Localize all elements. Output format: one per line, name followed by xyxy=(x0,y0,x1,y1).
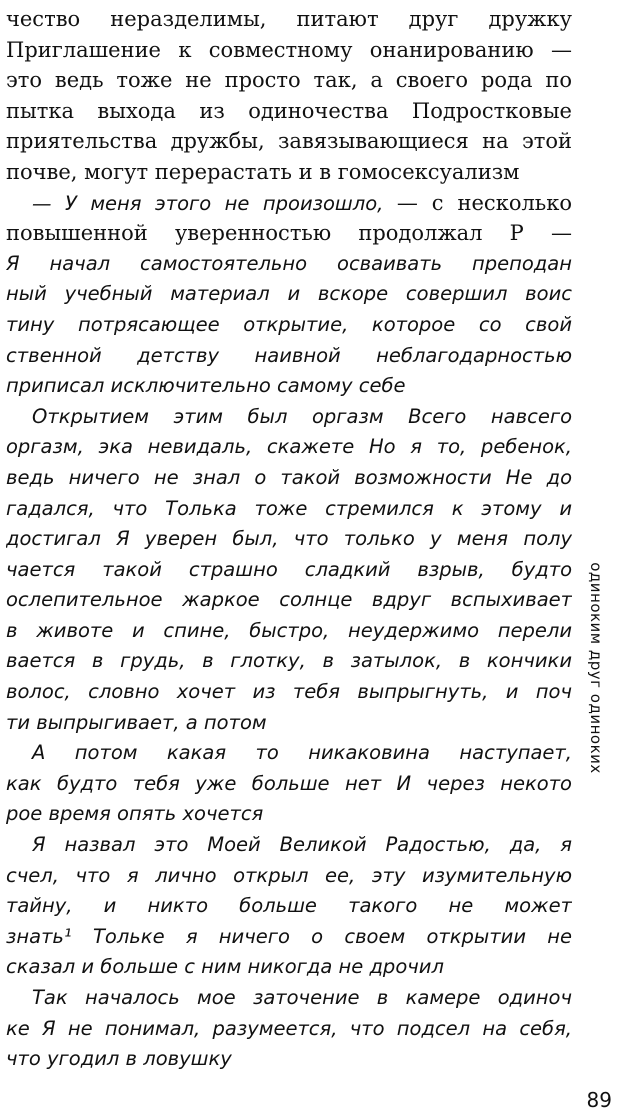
text-line: ке Я не понимал, разумеется, что подсел на себя, xyxy=(6,1016,572,1040)
text-line: как будто тебя уже больше нет И через некото xyxy=(6,771,572,795)
text-line: достигал Я уверен был, что только у меня полу xyxy=(6,527,572,551)
running-head xyxy=(581,538,611,798)
text-line: ослепительное жаркое солнце вдруг вспыхивает xyxy=(6,588,572,612)
text-line: приписал исключительно самому себе xyxy=(6,374,406,398)
text-line: что угодил в ловушку xyxy=(6,1047,232,1071)
text-line: почве, могут перерастать и в гомосексуализм xyxy=(6,159,520,184)
text-line: Так началось мое заточение в камере одиноч xyxy=(32,986,572,1009)
text-line: счел, что я лично открыл ее, эту изумительную xyxy=(6,863,572,887)
text-line: это ведь тоже не просто так, а своего рода по xyxy=(6,68,572,93)
text-line: пытка выхода из одиночества Подростковые xyxy=(6,98,572,123)
text-line: приятельства дружбы, завязывающиеся на этой xyxy=(6,129,572,154)
text-line: Я начал самостоятельно осваивать преподан xyxy=(6,251,572,275)
text-line: вается в грудь, в глотку, в затылок, в кончики xyxy=(6,649,572,673)
running-head-text: одиноким друг одиноких xyxy=(587,562,605,774)
text-line: гадался, что Толька тоже стремился к этому и xyxy=(6,496,572,520)
text-line: А потом какая то никаковина наступает, xyxy=(32,741,572,765)
text-line: — У меня этого не произошло, — с несколько xyxy=(32,190,572,215)
text-line: рое время опять хочется xyxy=(6,802,264,826)
body-text xyxy=(6,4,572,1075)
text-line: оргазм, эка невидаль, скажете Но я то, ребенок, xyxy=(6,435,572,459)
text-line: ный учебный материал и вскоре совершил воис xyxy=(6,282,572,306)
page-number: 89 xyxy=(586,1088,612,1112)
text-line: Открытием этим был оргазм Всего навсего xyxy=(32,404,572,428)
text-line: ведь ничего не знал о такой возможности Не до xyxy=(6,465,572,489)
text-line: знать¹ Тольке я ничего о своем открытии не xyxy=(6,924,572,948)
text-line: Приглашение к совместному онанированию — xyxy=(6,37,572,62)
text-line: чается такой страшно сладкий взрыв, будто xyxy=(6,557,572,581)
text-line: ственной детству наивной неблагодарностью xyxy=(6,343,572,367)
text-line: Я назвал это Моей Великой Радостью, да, я xyxy=(32,833,572,857)
text-line: тайну, и никто больше такого не может xyxy=(6,894,572,918)
text-line: ти выпрыгивает, а потом xyxy=(6,710,267,734)
text-line: чество неразделимы, питают друг дружку xyxy=(6,7,572,31)
text-line: волос, словно хочет из тебя выпрыгнуть, и поч xyxy=(6,680,572,704)
text-line: тину потрясающее открытие, которое со свой xyxy=(6,312,572,336)
text-line: повышенной уверенностью продолжал Р — xyxy=(6,221,572,246)
text-line: сказал и больше с ним никогда не дрочил xyxy=(6,955,444,979)
text-line: в животе и спине, быстро, неудержимо перели xyxy=(6,618,572,642)
